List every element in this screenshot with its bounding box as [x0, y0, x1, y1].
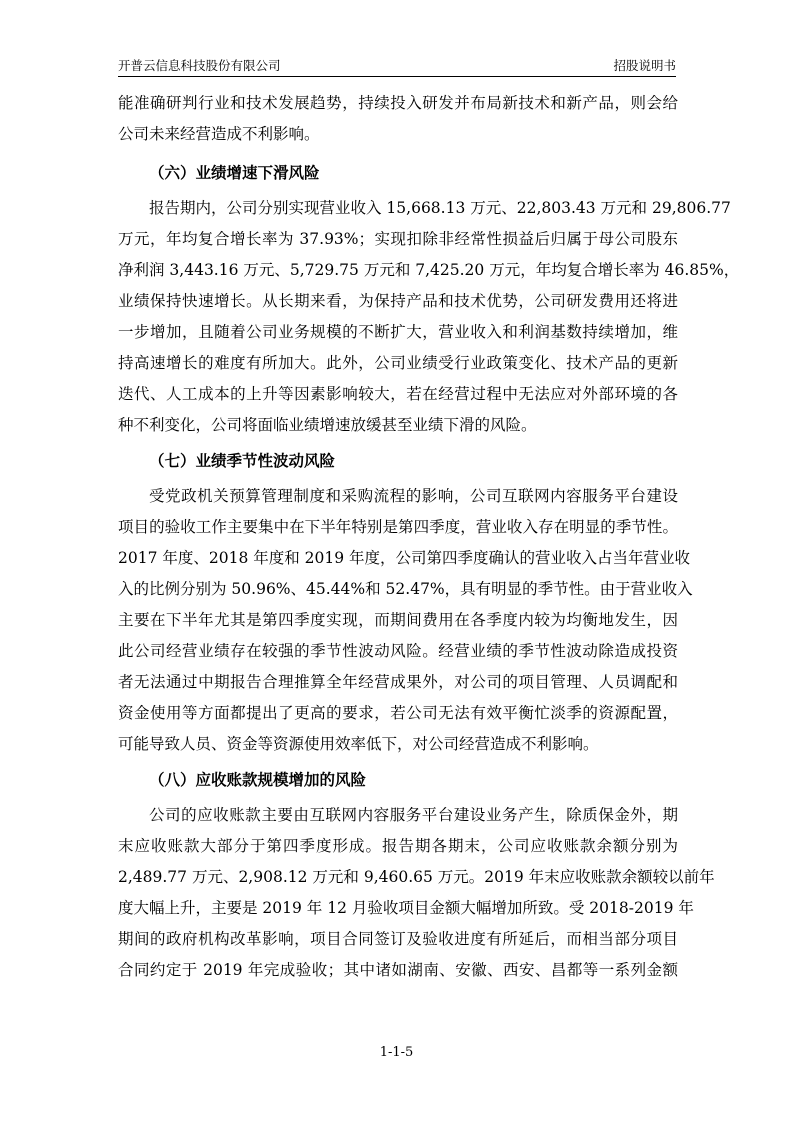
- paragraph-line: 者无法通过中期报告合理推算全年经营成果外，对公司的项目管理、人员调配和: [118, 673, 678, 691]
- paragraph-line: 业绩保持快速增长。从长期来看，为保持产品和技术优势，公司研发费用还将进: [118, 292, 678, 310]
- paragraph-line: 持高速增长的难度有所加大。此外，公司业绩受行业政策变化、技术产品的更新: [118, 354, 678, 372]
- paragraph-line: 迭代、人工成本的上升等因素影响较大，若在经营过程中无法应对外部环境的各: [118, 385, 678, 403]
- paragraph-line: 净利润 3,443.16 万元、5,729.75 万元和 7,425.20 万元，年均复合增长率为 46.85%，: [118, 261, 740, 279]
- page-header: [118, 54, 676, 77]
- paragraph-line: 末应收账款大部分于第四季度形成。报告期各期末，公司应收账款余额分别为: [118, 837, 678, 855]
- paragraph-line: 主要在下半年尤其是第四季度实现，而期间费用在各季度内较为均衡地发生，因: [118, 611, 678, 629]
- paragraph-line: 种不利变化，公司将面临业绩增速放缓甚至业绩下滑的风险。: [118, 416, 537, 434]
- paragraph-line: 能准确研判行业和技术发展趋势，持续投入研发并布局新技术和新产品，则会给: [118, 94, 678, 112]
- header-company: 开普云信息科技股份有限公司: [118, 58, 281, 73]
- paragraph-line: 受党政机关预算管理制度和采购流程的影响，公司互联网内容服务平台建设: [149, 487, 678, 505]
- section-heading-6: （六）业绩增速下滑风险: [149, 163, 320, 182]
- paragraph-line: 此公司经营业绩存在较强的季节性波动风险。经营业绩的季节性波动除造成投资: [118, 642, 678, 660]
- paragraph-line: 2017 年度、2018 年度和 2019 年度，公司第四季度确认的营业收入占当年营业收: [118, 549, 691, 567]
- paragraph-line: 可能导致人员、资金等资源使用效率低下，对公司经营造成不利影响。: [118, 735, 599, 753]
- paragraph-line: 合同约定于 2019 年完成验收；其中诸如湖南、安徽、西安、昌都等一系列金额: [118, 961, 678, 979]
- paragraph-line: 度大幅上升，主要是 2019 年 12 月验收项目金额大幅增加所致。受 2018-2019 年: [118, 899, 694, 917]
- header-doc-type: 招股说明书: [613, 58, 676, 73]
- paragraph-line: 公司未来经营造成不利影响。: [118, 125, 320, 143]
- page-number: 1-1-5: [379, 1045, 414, 1060]
- paragraph-line: 期间的政府机构改革影响，项目合同签订及验收进度有所延后，而相当部分项目: [118, 930, 678, 948]
- section-heading-8: （八）应收账款规模增加的风险: [149, 770, 367, 789]
- paragraph-line: 2,489.77 万元、2,908.12 万元和 9,460.65 万元。2019 年末应收账款余额较以前年: [118, 868, 715, 886]
- document-body: [118, 88, 740, 986]
- paragraph-line: 一步增加，且随着公司业务规模的不断扩大，营业收入和利润基数持续增加，维: [118, 323, 678, 341]
- paragraph-line: 万元，年均复合增长率为 37.93%；实现扣除非经常性损益后归属于母公司股东: [118, 230, 678, 248]
- paragraph-line: 报告期内，公司分别实现营业收入 15,668.13 万元、22,803.43 万元和 29,806.77: [149, 199, 731, 217]
- paragraph-line: 公司的应收账款主要由互联网内容服务平台建设业务产生，除质保金外，期: [149, 806, 678, 824]
- paragraph-line: 资金使用等方面都提出了更高的要求，若公司无法有效平衡忙淡季的资源配置，: [118, 704, 678, 722]
- paragraph-line: 入的比例分别为 50.96%、45.44%和 52.47%，具有明显的季节性。由于营业收入: [118, 580, 693, 598]
- section-heading-7: （七）业绩季节性波动风险: [149, 451, 336, 470]
- paragraph-line: 项目的验收工作主要集中在下半年特别是第四季度，营业收入存在明显的季节性。: [118, 518, 678, 536]
